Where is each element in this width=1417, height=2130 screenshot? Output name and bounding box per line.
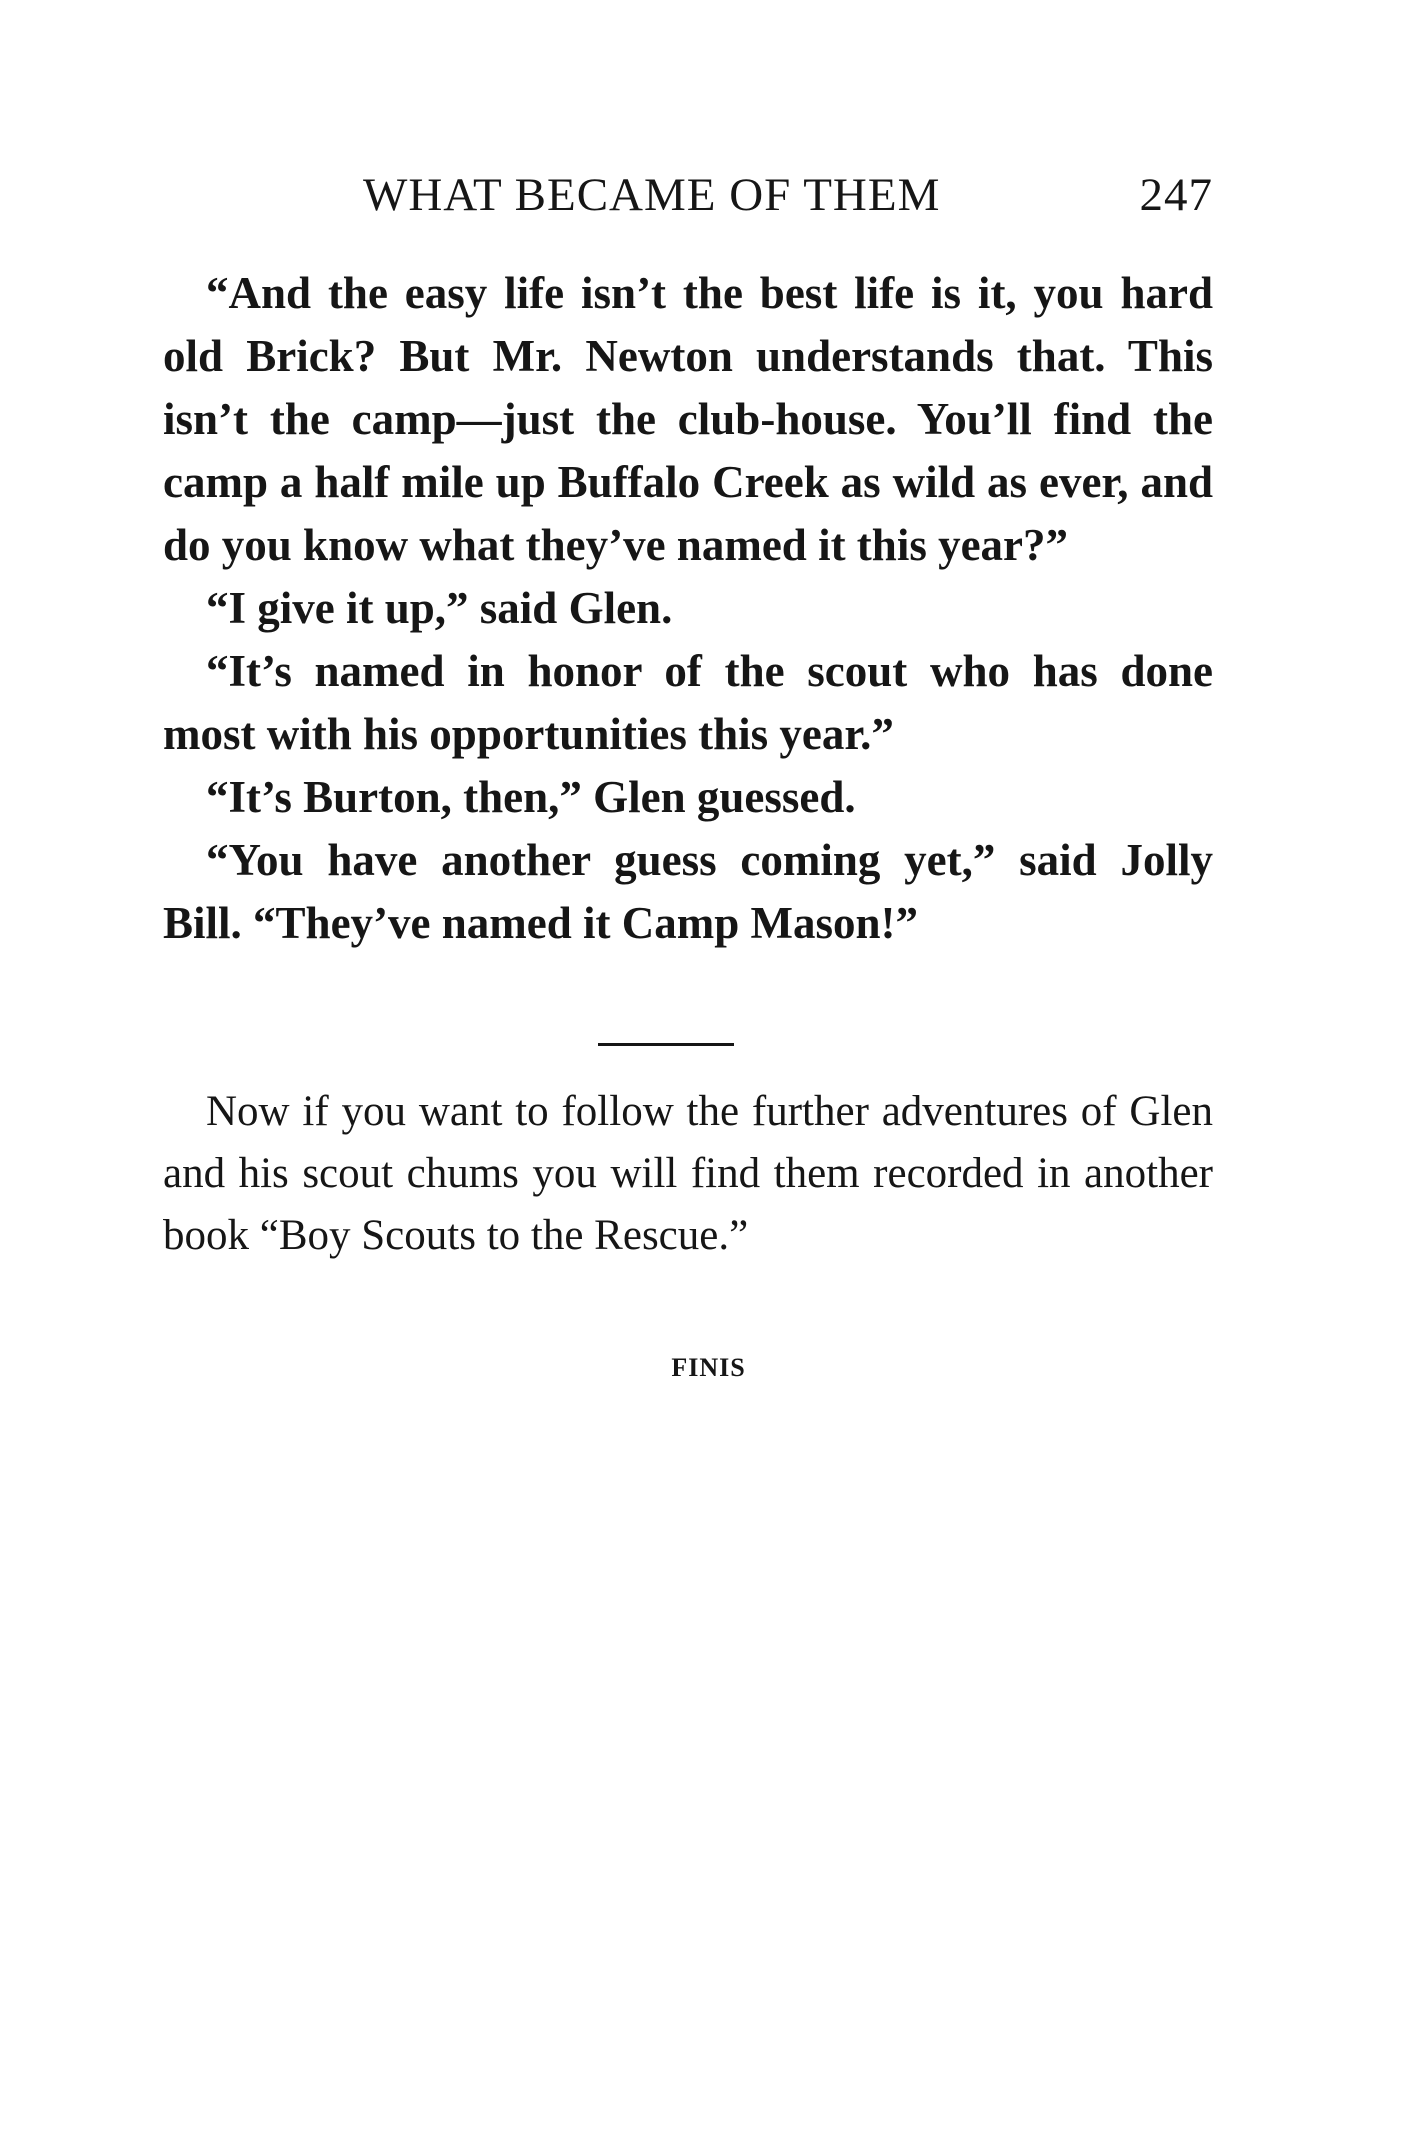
section-divider (598, 1043, 734, 1046)
paragraph: “I give it up,” said Glen. (206, 583, 673, 633)
paragraph: “You have another guess coming yet,” said Jolly Bill. “They’ve named it Camp Mason!” (163, 835, 1213, 948)
running-head (163, 168, 1213, 238)
afterword-paragraph: Now if you want to follow the further adventures of Glen and his scout chums you will find them recorded in another book “Boy Scouts to the Rescue.” (163, 1088, 1213, 1259)
running-title: WHAT BECAME OF THEM (363, 169, 941, 221)
paragraph: “And the easy life isn’t the best life is it, you hard old Brick? But Mr. Newton understands that. This isn’t the camp—just the club-house. You’ll find the camp a half mile up Buffalo Creek as wild as ever, and do you know what they’ve named it this year?” (163, 268, 1213, 570)
paragraph: “It’s named in honor of the scout who has done most with his opportunities this year.” (163, 646, 1213, 759)
finis-mark: FINIS (671, 1353, 746, 1382)
paragraph: “It’s Burton, then,” Glen guessed. (206, 772, 856, 822)
body-text (163, 262, 1213, 955)
page-number: 247 (1139, 169, 1213, 221)
